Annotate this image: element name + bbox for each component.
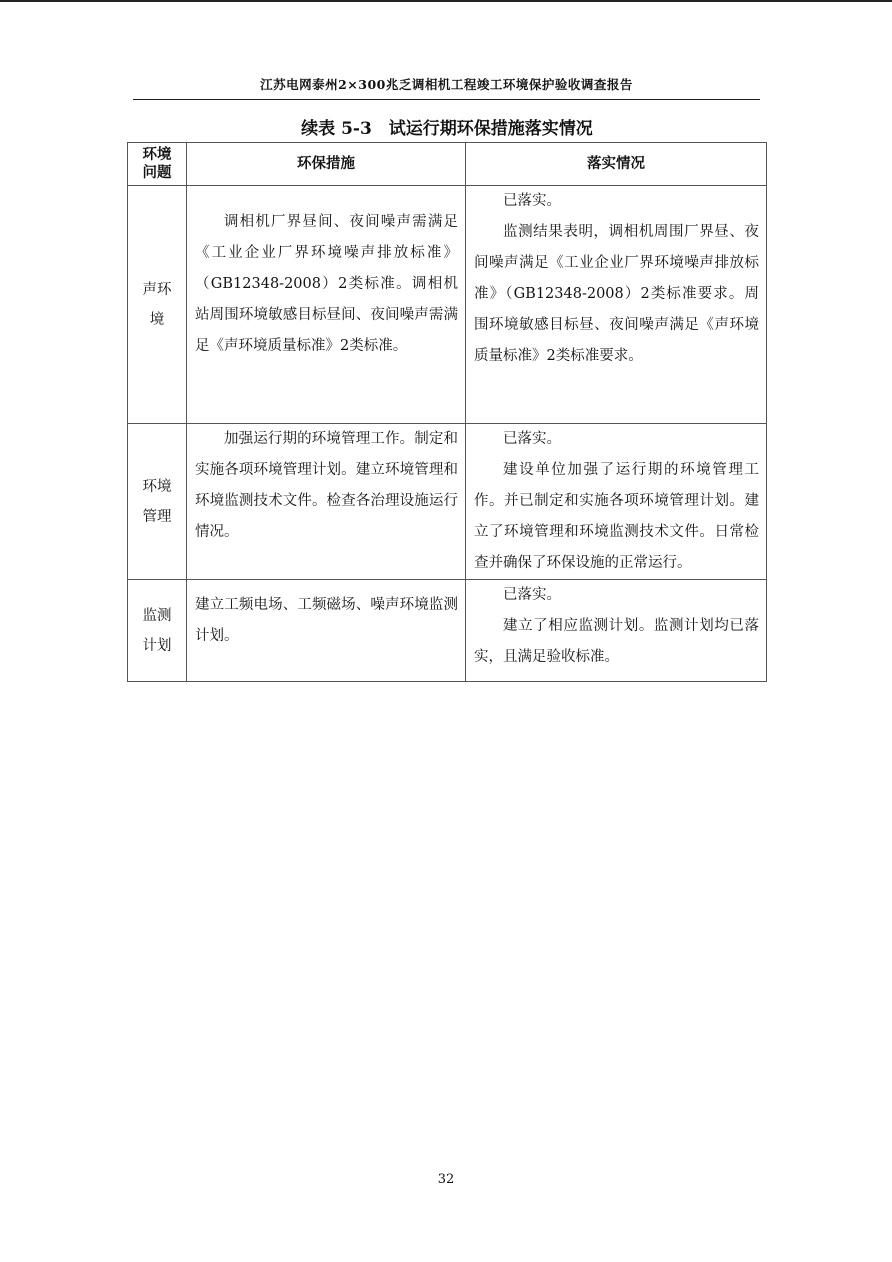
status-cell (466, 580, 767, 682)
status-head: 已落实。 (503, 193, 561, 209)
status-detail: 监测结果表明，调相机周围厂界昼、夜间噪声满足《工业企业厂界环境噪声排放标准》（GB12348-2008）2类标准要求。周围环境敏感目标昼、夜间噪声满足《声环境质量标准》2类标准要求。 (474, 224, 759, 364)
header-measure: 环保措施 (187, 143, 466, 186)
status-detail: 建立了相应监测计划。监测计划均已落实，且满足验收标准。 (474, 618, 759, 665)
measure-text: 建立工频电场、工频磁场、噪声环境监测计划。 (195, 597, 458, 644)
page-number: 32 (437, 1172, 455, 1187)
measure-cell (187, 580, 466, 682)
measure-cell (187, 424, 466, 580)
status-detail: 建设单位加强了运行期的环境管理工作。并已制定和实施各项环境管理计划。建立了环境管理和环境监测技术文件。日常检查并确保了环保设施的正常运行。 (474, 462, 759, 571)
measure-cell (187, 186, 466, 424)
table-row (128, 580, 767, 682)
issue-label: 声环境 (142, 281, 172, 328)
header-status: 落实情况 (466, 143, 767, 186)
measure-text: 调相机厂界昼间、夜间噪声需满足《工业企业厂界环境噪声排放标准》（GB12348-2008）2类标准。调相机站周围环境敏感目标昼间、夜间噪声需满足《声环境质量标准》2类标准。 (195, 214, 458, 354)
issue-cell (128, 580, 187, 682)
status-cell (466, 186, 767, 424)
table-header-row (128, 143, 767, 186)
table-row (128, 424, 767, 580)
table-row (128, 186, 767, 424)
header-rule (133, 99, 760, 100)
issue-cell (128, 186, 187, 424)
issue-label: 环境管理 (142, 478, 172, 525)
issue-label: 监测计划 (142, 607, 172, 654)
environmental-measures-table (127, 142, 767, 682)
page-top-border (0, 0, 892, 2)
status-head: 已落实。 (503, 431, 561, 447)
status-head: 已落实。 (503, 587, 561, 603)
table-caption: 续表 5-3 试运行期环保措施落实情况 (301, 119, 593, 139)
running-header: 江苏电网泰州2×300兆乏调相机工程竣工环境保护验收调查报告 (260, 77, 633, 92)
measure-text: 加强运行期的环境管理工作。制定和实施各项环境管理计划。建立环境管理和环境监测技术文件。检查各治理设施运行情况。 (195, 431, 458, 540)
status-cell (466, 424, 767, 580)
header-issue: 环境问题 (128, 143, 187, 186)
issue-cell (128, 424, 187, 580)
